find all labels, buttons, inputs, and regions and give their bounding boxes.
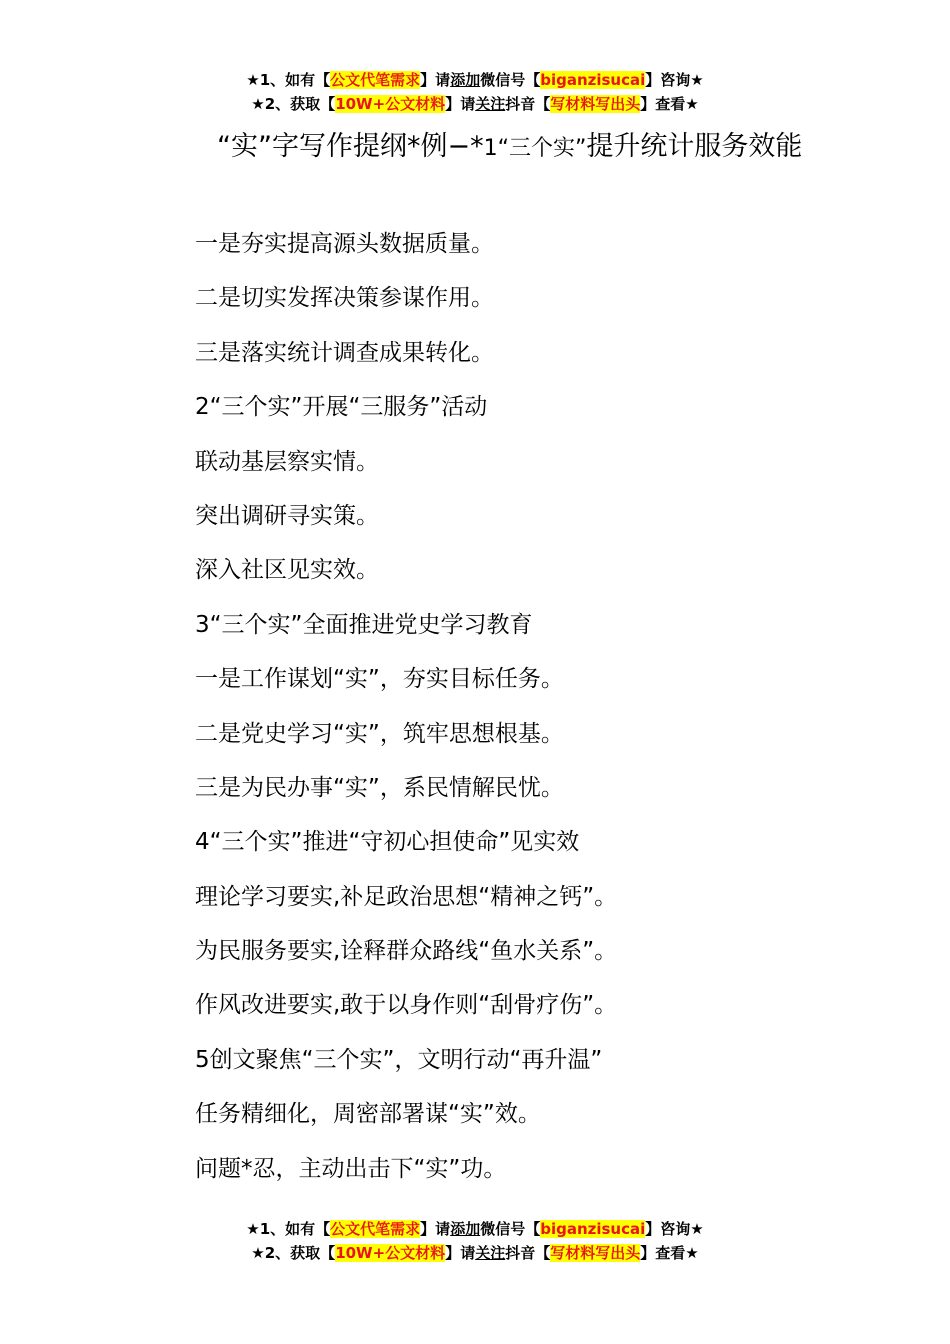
banner-text: 】查看★ — [640, 1244, 699, 1262]
banner-text: 】请 — [420, 1220, 451, 1238]
banner-highlight: 公文代笔需求 — [330, 1220, 421, 1238]
banner-text: 抖音【 — [505, 1244, 551, 1262]
banner-line-2 — [0, 92, 950, 116]
banner-text: 】咨询★ — [645, 71, 704, 89]
body-line: 一是夯实提高源头数据质量。 — [195, 231, 494, 257]
header-banner — [0, 68, 950, 116]
banner-highlight: 10W+公文材料 — [335, 95, 446, 113]
section-heading: 3“三个实”全面推进党史学习教育 — [195, 611, 533, 638]
banner-highlight: 写材料写出头 — [550, 1244, 641, 1262]
body-line: 联动基层察实情。 — [195, 448, 379, 475]
body-line: 任务精细化，周密部署谋“实”效。 — [195, 1101, 541, 1128]
banner-line-1 — [0, 68, 950, 92]
banner-text: 】查看★ — [640, 95, 699, 113]
section-heading: 4“三个实”推进“守初心担使命”见实效 — [195, 829, 580, 856]
banner-text: 微信号【 — [480, 71, 541, 89]
body-line: 三是为民办事“实”，系民情解民忧。 — [195, 774, 564, 801]
banner-text: ★1、如有【 — [246, 71, 331, 89]
banner-underlined-text: 关注 — [475, 95, 506, 113]
body-line: 问题*忍，主动出击下“实”功。 — [195, 1155, 507, 1182]
banner-highlight: biganzisucai — [540, 1220, 646, 1238]
banner-underlined-text: 添加 — [450, 1220, 481, 1238]
section-heading: 2“三个实”开展“三服务”活动 — [195, 394, 488, 421]
body-line: 为民服务要实,诠释群众路线“鱼水关系”。 — [195, 938, 618, 965]
title-small: 1“三个实” — [483, 136, 587, 161]
document-title — [145, 124, 825, 172]
banner-text: ★1、如有【 — [246, 1220, 331, 1238]
body-line: 三是落实统计调查成果转化。 — [195, 339, 494, 366]
banner-highlight: 10W+公文材料 — [335, 1244, 446, 1262]
body-line: 理论学习要实,补足政治思想“精神之钙”。 — [195, 883, 618, 910]
banner-underlined-text: 关注 — [475, 1244, 506, 1262]
banner-text: 】请 — [420, 71, 451, 89]
banner-line-2 — [0, 1241, 950, 1265]
banner-line-1 — [0, 1217, 950, 1241]
section-heading: 5创文聚焦“三个实”，文明行动“再升温” — [195, 1046, 603, 1073]
banner-text: 】请 — [445, 95, 476, 113]
banner-text: 】请 — [445, 1244, 476, 1262]
body-line: 二是党史学习“实”，筑牢思想根基。 — [195, 720, 564, 747]
banner-text: 】咨询★ — [645, 1220, 704, 1238]
title-rest: 提升统计服务效能 — [586, 131, 803, 162]
banner-highlight: 公文代笔需求 — [330, 71, 421, 89]
document-body — [195, 222, 617, 1201]
banner-text: 抖音【 — [505, 95, 551, 113]
body-line: 作风改进要实,敢于以身作则“刮骨疗伤”。 — [195, 992, 618, 1019]
banner-text: 微信号【 — [480, 1220, 541, 1238]
title-main: “实”字写作提纲*例−* — [217, 131, 484, 162]
banner-highlight: 写材料写出头 — [550, 95, 641, 113]
banner-underlined-text: 添加 — [450, 71, 481, 89]
banner-text: ★2、获取【 — [251, 95, 336, 113]
body-line: 突出调研寻实策。 — [195, 502, 379, 529]
banner-text: ★2、获取【 — [251, 1244, 336, 1262]
body-line: 二是切实发挥决策参谋作用。 — [195, 285, 494, 312]
body-line: 一是工作谋划“实”，夯实目标任务。 — [195, 666, 564, 693]
banner-highlight: biganzisucai — [540, 71, 646, 89]
body-line: 深入社区见实效。 — [195, 557, 379, 584]
footer-banner — [0, 1217, 950, 1265]
